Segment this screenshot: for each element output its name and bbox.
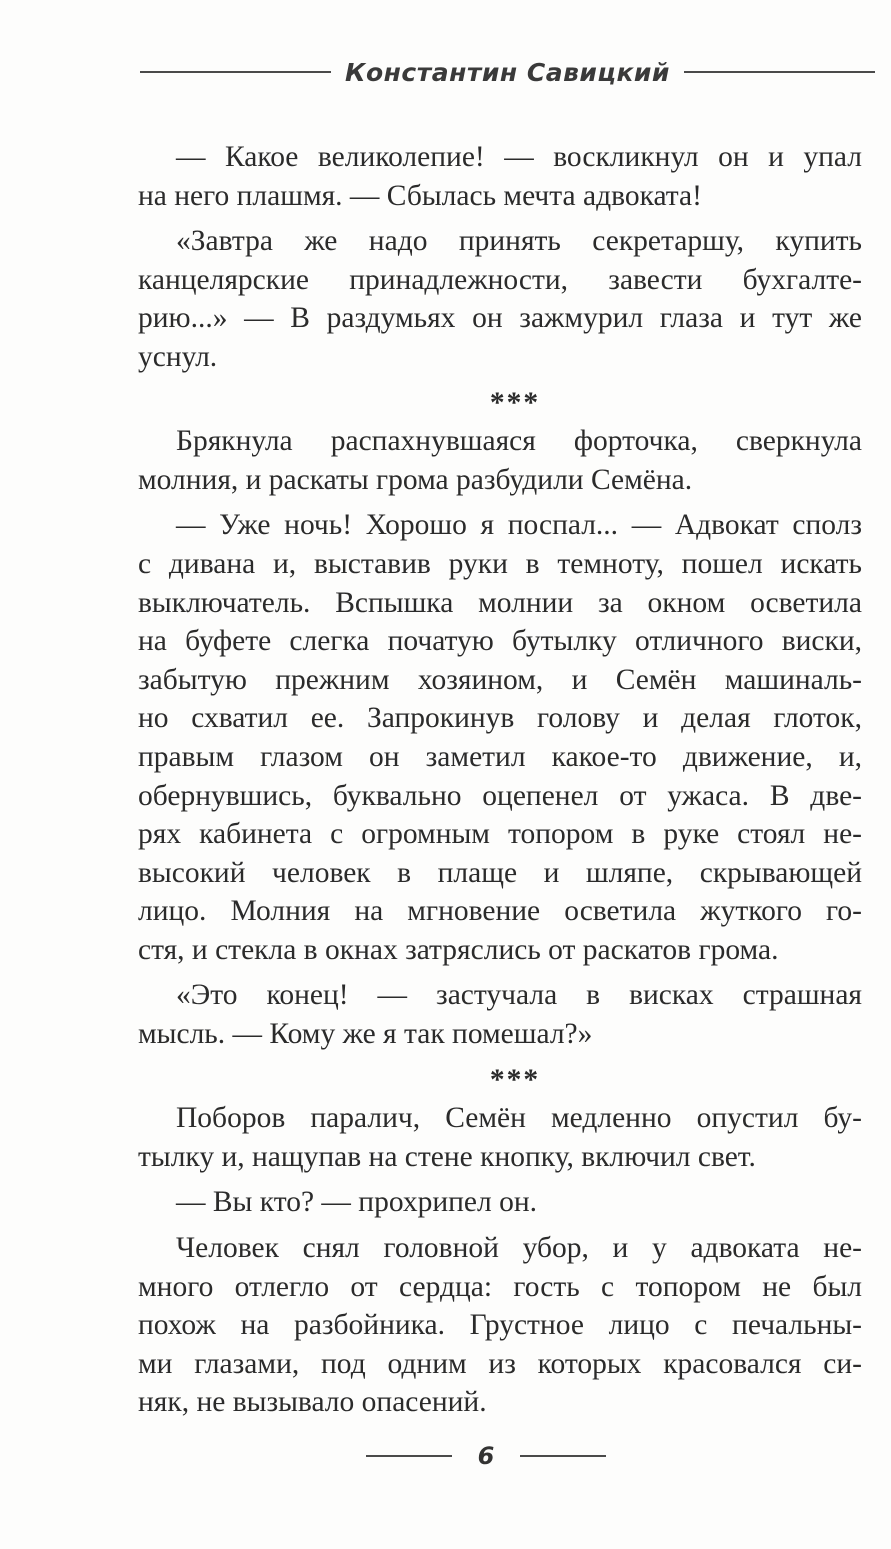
paragraph <box>138 976 862 1053</box>
text-line: на буфете слегка початую бутылку отличного виски, <box>138 625 862 658</box>
section-separator: *** <box>489 1063 541 1096</box>
paragraph-gap <box>138 215 862 222</box>
paragraph <box>138 506 862 969</box>
text-line: забытую прежним хозяином, и Семён машиналь- <box>138 663 862 696</box>
text-line: стя, и стекла в окнах затряслись от раскатов грома. <box>138 933 779 966</box>
running-header <box>140 52 875 92</box>
text-line: «Это конец! — застучала в висках страшная <box>176 979 862 1012</box>
text-line: высокий человек в плаще и шляпе, скрывающей <box>138 856 862 889</box>
paragraph <box>138 138 862 215</box>
text-line: молния, и раскаты грома разбудили Семёна. <box>138 463 693 496</box>
text-line: рию...» — В раздумьях он зажмурил глаза и тут же <box>138 302 862 335</box>
text-line: похож на разбойника. Грустное лицо с печальны- <box>138 1309 862 1342</box>
footer-rule-right <box>520 1455 606 1457</box>
text-line: много отлегло от сердца: гость с топором не был <box>138 1270 862 1303</box>
text-line: Человек снял головной убор, и у адвоката не- <box>176 1232 862 1265</box>
header-rule-right <box>684 71 875 73</box>
text-line: на него плашмя. — Сбылась мечта адвоката! <box>138 179 702 212</box>
paragraph-gap <box>138 1054 862 1061</box>
paragraph-gap <box>138 1176 862 1183</box>
footer-rule-left <box>366 1455 452 1457</box>
page-footer <box>366 1438 606 1474</box>
text-line: правым глазом он заметил какое-то движение, и, <box>138 740 862 773</box>
text-line: ми глазами, под одним из которых красовался си- <box>138 1347 862 1380</box>
paragraph-gap <box>138 499 862 506</box>
text-line: «Завтра же надо принять секретаршу, купить <box>176 225 862 258</box>
paragraph <box>138 1099 862 1176</box>
text-line: — Вы кто? — прохрипел он. <box>176 1186 538 1219</box>
text-line: лицо. Молния на мгновение осветила жуткого го- <box>138 895 862 928</box>
text-line: няк, не вызывало опасений. <box>138 1386 487 1419</box>
page-number: 6 <box>477 1442 495 1470</box>
text-line: но схватил ее. Запрокинув голову и делая глоток, <box>138 702 862 735</box>
text-line: уснул. <box>138 340 218 373</box>
header-rule-left <box>140 71 331 73</box>
section-separator: *** <box>489 386 541 419</box>
header-author-name: Константин Савицкий <box>345 57 670 87</box>
text-line: — Какое великолепие! — воскликнул он и упал <box>176 141 862 173</box>
text-line: канцелярские принадлежности, завести бухгалте- <box>138 263 862 296</box>
paragraph <box>138 222 862 376</box>
body-text <box>138 138 862 1429</box>
paragraph-gap <box>138 377 862 384</box>
text-line: — Уже ночь! Хорошо я поспал... — Адвокат сполз <box>176 509 862 542</box>
paragraph-gap <box>138 1222 862 1229</box>
paragraph <box>138 422 862 499</box>
text-line: обернувшись, буквально оцепенел от ужаса. В две- <box>138 779 862 812</box>
paragraph <box>138 1229 862 1422</box>
paragraph-gap <box>138 1422 862 1429</box>
text-line: Поборов паралич, Семён медленно опустил бу- <box>176 1102 862 1135</box>
text-line: Брякнула распахнувшаяся форточка, сверкнула <box>176 425 862 458</box>
paragraph <box>138 1183 862 1222</box>
paragraph-gap <box>138 969 862 976</box>
text-line: с дивана и, выставив руки в темноту, пошел искать <box>138 547 862 580</box>
text-line: мысль. — Кому же я так помешал?» <box>138 1018 593 1051</box>
text-line: рях кабинета с огромным топором в руке стоял не- <box>138 818 862 851</box>
text-line: выключатель. Вспышка молнии за окном осветила <box>138 586 862 619</box>
text-line: тылку и, нащупав на стене кнопку, включил свет. <box>138 1140 756 1173</box>
